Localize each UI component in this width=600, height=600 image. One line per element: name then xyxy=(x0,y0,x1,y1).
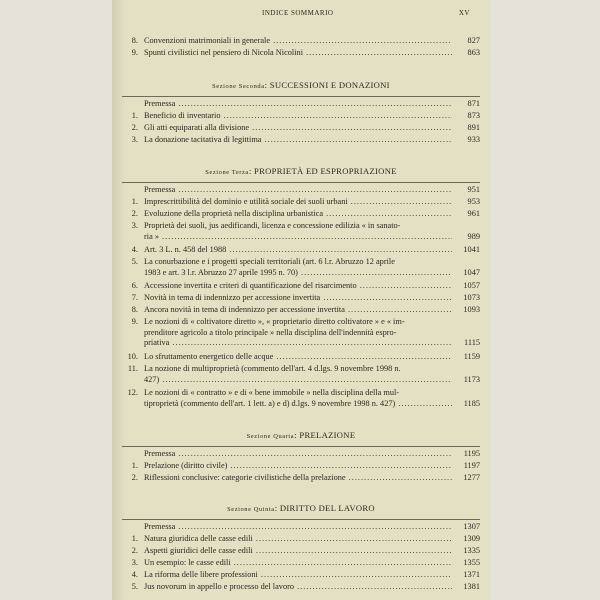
entry-page: 1057 xyxy=(463,281,480,290)
entry-title xyxy=(144,257,452,278)
entry-line: Le nozioni di « contratto » e di « bene immobile » nella disciplina della mul- xyxy=(144,388,400,397)
entry-line xyxy=(144,232,452,243)
entry-page: 1115 xyxy=(464,338,480,347)
entry-title xyxy=(144,221,452,242)
section-title: PRELAZIONE xyxy=(299,430,356,440)
entry-number: 3. xyxy=(131,558,138,567)
entry-line xyxy=(144,399,452,410)
entry-page: 1335 xyxy=(463,546,480,555)
entry-line xyxy=(144,375,452,386)
toc-entry xyxy=(122,209,480,220)
toc-entry xyxy=(122,388,480,409)
entry-line-text: 1983 e art. 3 l.r. Abruzzo 27 aprile 1995 n. 70) ..... xyxy=(144,268,452,277)
section-label: Sezione Seconda xyxy=(212,83,265,90)
section-rule xyxy=(122,519,480,520)
toc-entry xyxy=(122,36,480,47)
entry-page: 951 xyxy=(467,185,480,194)
entry-page: 873 xyxy=(467,111,480,120)
entry-title xyxy=(144,317,452,349)
section-title: PROPRIETÀ ED ESPROPRIAZIONE xyxy=(254,166,397,176)
entry-page: 891 xyxy=(467,123,480,132)
entry-page: 1307 xyxy=(463,522,480,531)
toc-entry xyxy=(122,473,480,484)
entry-title: Gli atti equiparati alla divisione ..... xyxy=(144,123,452,134)
toc-entry xyxy=(122,185,480,196)
entry-title: Premessa ..... xyxy=(144,449,452,460)
entry-title: La donazione tacitativa di legittima ..... xyxy=(144,135,452,146)
toc-entry xyxy=(122,245,480,256)
entry-page: 1185 xyxy=(463,398,480,408)
toc-entry xyxy=(122,317,480,349)
section-heading: Sezione Seconda: SUCCESSIONI E DONAZIONI xyxy=(212,80,390,90)
entry-line: Proprietà dei suoli, jus aedificandi, licenza e concessione edilizia « in sanato- xyxy=(144,221,401,230)
entry-number: 7. xyxy=(131,293,138,302)
entry-title: Spunti civilistici nel pensiero di Nicola Nicolini ..... xyxy=(144,48,452,59)
entry-page: 1159 xyxy=(463,352,480,361)
section-label: Sezione Quinta xyxy=(227,506,275,513)
entry-title: Imprescrittibilità del dominio e utilità sociale dei suoli urbani ..... xyxy=(144,197,452,208)
entry-title: La riforma delle libere professioni ..... xyxy=(144,570,452,581)
entry-number: 4. xyxy=(131,245,138,254)
entry-number: 3. xyxy=(131,135,138,144)
toc-entry xyxy=(122,558,480,569)
entry-title: Lo sfruttamento energetico delle acque ..... xyxy=(144,352,452,363)
toc-entry xyxy=(122,99,480,110)
entry-number: 3. xyxy=(131,221,138,230)
toc-entry xyxy=(122,461,480,472)
entry-line-text: tiproprietà (commento dell'art. 1 lett. a) e d) d.lgs. 9 novembre 1998 n. 427) ..... xyxy=(144,399,452,408)
entry-title: Premessa ..... xyxy=(144,99,452,110)
entry-number: 5. xyxy=(131,257,138,266)
section-rule xyxy=(122,96,480,97)
entry-title: Premessa ..... xyxy=(144,185,452,196)
toc-entry xyxy=(122,111,480,122)
section-heading: Sezione Quarta: PRELAZIONE xyxy=(246,430,356,440)
toc-entry xyxy=(122,221,480,242)
entry-page: 1173 xyxy=(463,374,480,384)
entry-page: 1041 xyxy=(463,245,480,254)
entry-title: Aspetti giuridici delle casse edili ..... xyxy=(144,546,452,557)
entry-number: 5. xyxy=(131,582,138,591)
toc-entry xyxy=(122,281,480,292)
toc-entry xyxy=(122,582,480,593)
entry-number: 4. xyxy=(131,570,138,579)
entry-page: 1371 xyxy=(463,570,480,579)
entry-number: 1. xyxy=(131,461,138,470)
entry-page: 1309 xyxy=(463,534,480,543)
entry-title: Accessione invertita e criteri di quantificazione del risarcimento ..... xyxy=(144,281,452,292)
entry-page: 961 xyxy=(467,209,480,218)
running-head-title: INDICE SOMMARIO xyxy=(262,9,334,17)
entry-page: 1355 xyxy=(463,558,480,567)
entry-number: 9. xyxy=(131,317,138,326)
entry-page: 989 xyxy=(467,231,480,241)
toc-entry xyxy=(122,522,480,533)
toc-entry xyxy=(122,534,480,545)
toc-entry xyxy=(122,352,480,363)
entry-page: 1195 xyxy=(463,449,480,458)
toc-entry xyxy=(122,48,480,59)
entry-line: prenditore agricolo a titolo principale » nella disciplina dell'indennità espro- xyxy=(144,327,397,337)
entry-number: 12. xyxy=(127,388,138,397)
entry-page: 863 xyxy=(467,48,480,57)
entry-title xyxy=(144,388,452,409)
entry-page: 1381 xyxy=(463,582,480,591)
entry-title: Ancora novità in tema di indennizzo per accessione invertita ..... xyxy=(144,305,452,316)
toc-entry xyxy=(122,293,480,304)
entry-number: 2. xyxy=(131,546,138,555)
toc-entry xyxy=(122,135,480,146)
toc-entry xyxy=(122,257,480,278)
entry-title: Evoluzione della proprietà nella disciplina urbanistica ..... xyxy=(144,209,452,220)
entry-number: 10. xyxy=(127,352,138,361)
entry-number: 2. xyxy=(131,473,138,482)
entry-number: 8. xyxy=(131,36,138,45)
entry-page: 933 xyxy=(467,135,480,144)
entry-number: 8. xyxy=(131,305,138,314)
toc-entry xyxy=(122,197,480,208)
section-title: SUCCESSIONI E DONAZIONI xyxy=(269,80,390,90)
toc-entry xyxy=(122,546,480,557)
entry-title: Riflessioni conclusive: categorie civilistiche della prelazione ..... xyxy=(144,473,452,484)
running-head-page: XV xyxy=(458,9,470,17)
toc-entry xyxy=(122,364,480,385)
toc-entry xyxy=(122,449,480,460)
section-rule xyxy=(122,182,480,183)
entry-line: La conurbazione e i progetti speciali territoriali (art. 6 l.r. Abruzzo 12 aprile xyxy=(144,257,395,266)
entry-page: 953 xyxy=(467,197,480,206)
entry-number: 1. xyxy=(131,534,138,543)
section-heading: Sezione Terza: PROPRIETÀ ED ESPROPRIAZIONE xyxy=(205,166,397,176)
entry-page: 1093 xyxy=(463,305,480,314)
entry-number: 1. xyxy=(131,111,138,120)
section-label: Sezione Quarta xyxy=(246,433,295,440)
entry-line xyxy=(144,268,452,279)
entry-title: Un esempio: le casse edili ..... xyxy=(144,558,452,569)
toc-entry xyxy=(122,570,480,581)
entry-page: 871 xyxy=(467,99,480,108)
toc-entry xyxy=(122,123,480,134)
entry-title xyxy=(144,364,452,385)
entry-number: 6. xyxy=(131,281,138,290)
section-label: Sezione Terza xyxy=(205,169,249,176)
entry-page: 1073 xyxy=(463,293,480,302)
entry-line: Le nozioni di « coltivatore diretto », « proprietario diretto coltivatore » e « im- xyxy=(144,317,405,326)
entry-line xyxy=(144,338,452,349)
entry-line-text: ria » ..... xyxy=(144,232,452,241)
entry-line-text: 427) ..... xyxy=(144,375,452,384)
entry-title: Natura giuridica delle casse edili ..... xyxy=(144,534,452,545)
entry-number: 2. xyxy=(131,209,138,218)
entry-page: 1197 xyxy=(463,461,480,470)
entry-title: Prelazione (diritto civile) ..... xyxy=(144,461,452,472)
entry-title: Premessa ..... xyxy=(144,522,452,533)
entry-line-text: priativa ..... xyxy=(144,338,452,347)
entry-title: Beneficio di inventario ..... xyxy=(144,111,452,122)
section-rule xyxy=(122,446,480,447)
entry-title: Novità in tema di indennizzo per accessione invertita ..... xyxy=(144,293,452,304)
entry-number: 9. xyxy=(131,48,138,57)
toc-entry xyxy=(122,305,480,316)
entry-line: La nozione di multiproprietà (commento dell'art. 4 d.lgs. 9 novembre 1998 n. xyxy=(144,364,401,373)
entry-page: 1047 xyxy=(463,267,480,277)
entry-page: 1277 xyxy=(463,473,480,482)
book-page xyxy=(112,0,490,600)
entry-title: Art. 3 L. n. 458 del 1988 ..... xyxy=(144,245,452,256)
entry-title: Jus novorum in appello e processo del lavoro ..... xyxy=(144,582,452,593)
entry-number: 2. xyxy=(131,123,138,132)
section-title: DIRITTO DEL LAVORO xyxy=(279,503,375,513)
entry-number: 1. xyxy=(131,197,138,206)
entry-number: 11. xyxy=(127,364,138,373)
entry-page: 827 xyxy=(467,36,480,45)
entry-title: Convenzioni matrimoniali in generale ..... xyxy=(144,36,452,47)
section-heading: Sezione Quinta: DIRITTO DEL LAVORO xyxy=(227,503,375,513)
